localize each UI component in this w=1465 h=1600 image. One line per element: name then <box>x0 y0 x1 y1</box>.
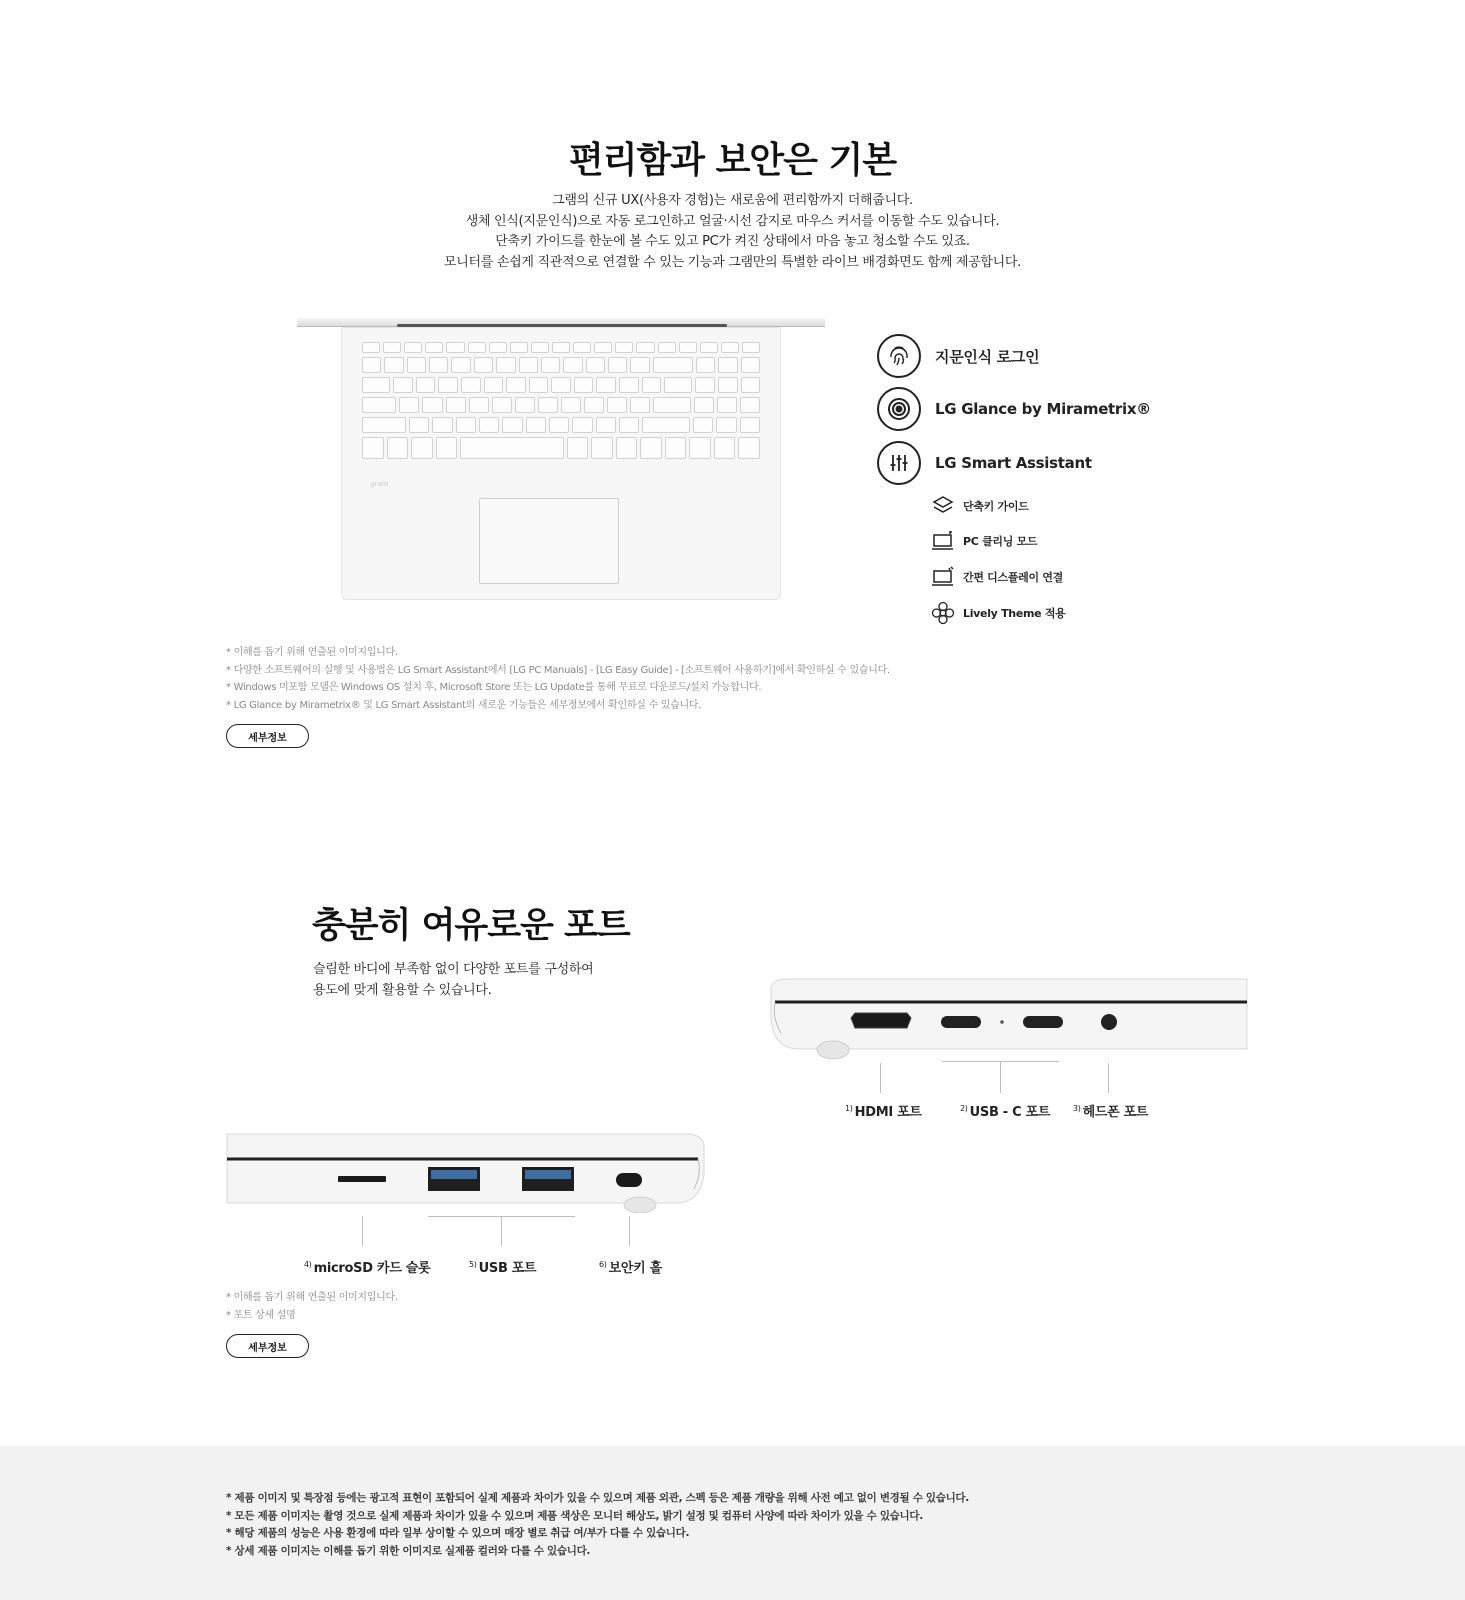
footer-note-line: * 모든 제품 이미지는 촬영 것으로 실제 제품과 차이가 있을 수 있으며 제품 색상은 모니터 해상도, 밝기 설정 및 컴퓨터 사양에 따라 차이가 있을 수 있습니다. <box>226 1509 923 1522</box>
note-line: * 다양한 소프트웨어의 실행 및 사용법은 LG Smart Assistant에서 [LG PC Manuals] - [LG Easy Guide] - [소프트웨어 사용하기]에서 확인하실 수 있습니다. <box>226 664 890 676</box>
keyboard-row <box>362 357 760 373</box>
feature-label: LG Smart Assistant <box>935 454 1092 472</box>
section2-notes <box>226 1289 398 1324</box>
keyboard-row <box>362 437 760 459</box>
sub-feature-label: PC 클리닝 모드 <box>963 535 1038 548</box>
port-label-usb-c: $^{2)}$ USB - C 포트 <box>960 1103 1051 1120</box>
keyboard <box>362 342 760 463</box>
laptop-clean-icon <box>931 530 955 552</box>
sub-feature-label: Lively Theme 적용 <box>963 607 1066 620</box>
footer-disclaimer <box>0 1446 1465 1600</box>
note-line: * Windows 미포함 모델은 Windows OS 설치 후, Microsoft Store 또는 LG Update를 통해 무료로 다운로드/설치 가능합니다. <box>226 682 762 693</box>
keyboard-row <box>362 397 760 413</box>
sub-feature-label: 간편 디스플레이 연결 <box>963 571 1063 584</box>
section1-desc-line: 모니터를 손쉽게 직관적으로 연결할 수 있는 기능과 그램만의 특별한 라이브 배경화면도 함께 제공합니다. <box>444 254 1021 270</box>
touchpad <box>479 498 619 584</box>
section2-title: 충분히 여유로운 포트 <box>312 906 630 946</box>
section2-description <box>313 960 593 1001</box>
footer-notes <box>226 1490 969 1561</box>
keyboard-row <box>362 417 760 433</box>
feature-lg-glance <box>877 387 1151 431</box>
section2-desc-line: 용도에 맞게 활용할 수 있습니다. <box>313 982 492 998</box>
section2-desc-line: 슬림한 바디에 부족함 없이 다양한 포트를 구성하여 <box>313 962 594 977</box>
leader-line <box>1000 1061 1001 1093</box>
laptop-right-side-image <box>769 978 1249 1060</box>
laptop-display-icon <box>931 566 955 588</box>
laptop-top-view-image <box>297 318 825 602</box>
note-line: * LG Glance by Mirametrix® 및 LG Smart Assistant의 새로운 기능들은 세부정보에서 확인하실 수 있습니다. <box>226 699 702 711</box>
layers-icon <box>931 494 955 518</box>
leader-line <box>362 1216 363 1246</box>
leader-line <box>629 1216 630 1246</box>
keyboard-row <box>362 342 760 353</box>
feature-label: 지문인식 로그인 <box>935 347 1040 366</box>
note-line: * 이해를 돕기 위해 연출된 이미지입니다. <box>226 1292 398 1303</box>
feature-label: LG Glance by Mirametrix® <box>935 400 1151 418</box>
note-line: * 이해를 돕기 위해 연출된 이미지입니다. <box>226 647 398 658</box>
sub-feature-display-connect <box>931 566 1063 588</box>
section1-desc-line: 단축키 가이드를 한눈에 볼 수도 있고 PC가 켜진 상태에서 마음 놓고 청소할 수도 있죠. <box>495 234 970 249</box>
laptop-deck <box>341 327 781 600</box>
section1-title: 편리함과 보안은 기본 <box>568 140 897 181</box>
section1-description <box>0 191 1465 273</box>
footer-note-line: * 해당 제품의 성능은 사용 환경에 따라 일부 상이할 수 있으며 매장 별로 취급 여/부가 다를 수 있습니다. <box>226 1527 690 1540</box>
detail-info-button[interactable]: 세부정보 <box>226 1334 309 1358</box>
laptop-brand-mark: gram <box>370 480 389 488</box>
note-line: * 포트 상세 설명 <box>226 1309 296 1321</box>
port-label-hdmi: $^{1)}$ HDMI 포트 <box>845 1103 922 1120</box>
sub-feature-label: 단축키 가이드 <box>963 500 1029 513</box>
flower-icon <box>931 601 955 625</box>
leader-line <box>880 1063 881 1093</box>
port-label-security-slot: $^{6)}$ 보안키 홀 <box>599 1259 662 1276</box>
laptop-left-side-image <box>226 1133 706 1213</box>
port-label-usb: $^{5)}$ USB 포트 <box>469 1259 537 1276</box>
section1-desc-line: 생체 인식(지문인식)으로 자동 로그인하고 얼굴·시선 감지로 마우스 커서를 이동할 수도 있습니다. <box>465 213 1000 229</box>
keyboard-row <box>362 377 760 393</box>
target-icon <box>877 387 921 431</box>
footer-note-line: * 제품 이미지 및 특장점 등에는 광고적 표현이 포함되어 실제 제품과 차이가 있을 수 있으며 제품 외관, 스펙 등은 제품 개량을 위해 사전 예고 없이 변경될 수 있습니다. <box>226 1492 969 1504</box>
sliders-icon <box>877 441 921 485</box>
port-label-microsd: $^{4)}$ microSD 카드 슬롯 <box>304 1259 431 1276</box>
port-label-headphone: $^{3)}$ 헤드폰 포트 <box>1073 1103 1149 1120</box>
section1-notes <box>226 644 890 714</box>
sub-feature-shortcut-guide <box>931 494 1029 518</box>
feature-fingerprint-login <box>877 334 1039 378</box>
section1-desc-line: 그램의 신규 UX(사용자 경험)는 새로움에 편리함까지 더해줍니다. <box>552 193 913 208</box>
sub-feature-lively-theme <box>931 601 1065 625</box>
leader-line <box>1108 1063 1109 1093</box>
detail-info-button[interactable]: 세부정보 <box>226 724 309 748</box>
footer-note-line: * 상세 제품 이미지는 이해를 돕기 위한 이미지로 실제품 컬러와 다를 수 있습니다. <box>226 1545 591 1558</box>
feature-lg-smart-assistant <box>877 441 1092 485</box>
fingerprint-icon <box>877 334 921 378</box>
leader-line <box>501 1216 502 1246</box>
sub-feature-pc-cleaning <box>931 530 1037 552</box>
